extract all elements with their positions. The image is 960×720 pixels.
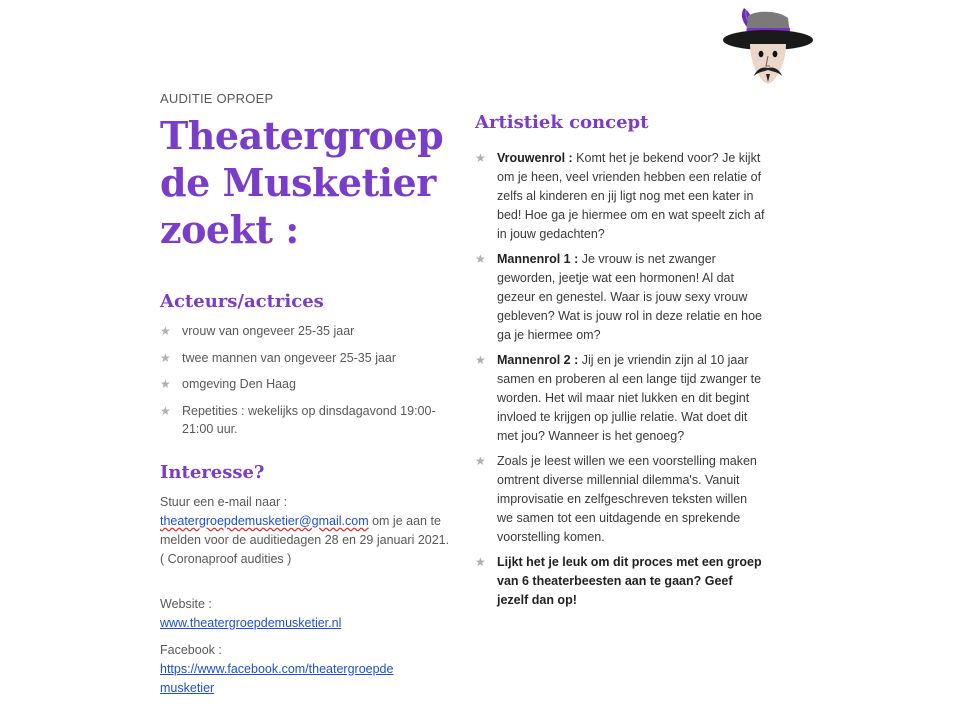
interest-text xyxy=(160,493,450,569)
role-text: Jij en je vriendin zijn al 10 jaar samen en proberen al een lange tijd zwanger te worden. Het wil maar niet lukken en dit begint invloed te krijgen op jullie relatie. Wat doet dit met jou? Wanneer is het genoeg? xyxy=(497,353,762,443)
concept-list xyxy=(475,149,765,610)
star-icon: ★ xyxy=(160,350,171,365)
list-item: ★ omgeving Den Haag xyxy=(160,377,296,391)
title-line: zoekt : xyxy=(160,207,299,252)
actors-list xyxy=(160,322,450,438)
website-block xyxy=(160,595,450,633)
website-link[interactable]: www.theatergroepdemusketier.nl xyxy=(160,615,342,630)
star-icon: ★ xyxy=(475,252,486,266)
interest-heading: Interesse? xyxy=(160,461,265,483)
role-text: Komt het je bekend voor? Je kijkt om je heen, veel vrienden hebben een relatie of zelfs al kinderen en jij ligt nog met een kater in bed! Hoe ga je hiermee om en wat speelt zich af in jouw gedachten? xyxy=(497,151,765,241)
list-item: ★ Repetities : wekelijks op dinsdagavond 19:00-21:00 uur. xyxy=(160,403,436,436)
right-column xyxy=(475,112,765,616)
facebook-block xyxy=(160,641,450,698)
star-icon: ★ xyxy=(475,555,486,569)
star-icon: ★ xyxy=(475,353,486,367)
star-icon: ★ xyxy=(475,151,486,165)
role-label: Mannenrol 1 : xyxy=(497,252,579,266)
title-line: de Musketier xyxy=(160,160,436,205)
star-icon: ★ xyxy=(475,454,486,468)
closing-call: Lijkt het je leuk om dit proces met een groep van 6 theaterbeesten aan te gaan? Geef jezelf dan op! xyxy=(497,555,762,607)
musketeer-logo xyxy=(718,6,818,88)
facebook-label: Facebook : xyxy=(160,642,222,657)
actors-heading: Acteurs/actrices xyxy=(160,291,324,312)
email-link[interactable]: theatergroepdemusketier@gmail.com xyxy=(160,513,369,528)
role-label: Mannenrol 2 : xyxy=(497,353,579,367)
list-item xyxy=(475,250,765,345)
website-label: Website : xyxy=(160,596,212,611)
left-column xyxy=(160,90,450,698)
list-item xyxy=(475,553,765,610)
list-item xyxy=(475,351,765,446)
star-icon: ★ xyxy=(160,403,171,418)
list-item xyxy=(475,452,765,547)
list-item: ★ vrouw van ongeveer 25-35 jaar xyxy=(160,324,355,338)
star-icon: ★ xyxy=(160,377,171,391)
concept-description: Zoals je leest willen we een voorstelling maken omtrent diverse millennial dilemma's. Vanuit improvisatie en zelfgeschreven teksten willen we samen tot een uitdagende en sprekende voorstelling komen. xyxy=(497,454,757,544)
concept-heading: Artistiek concept xyxy=(475,112,649,133)
list-item: ★ twee mannen van ongeveer 25-35 jaar xyxy=(160,350,397,365)
title-line: Theatergroep xyxy=(160,113,444,158)
kicker: AUDITIE OPROEP xyxy=(160,91,274,106)
role-label: Vrouwenrol : xyxy=(497,151,573,165)
interest-intro: Stuur een e-mail naar : xyxy=(160,494,288,509)
interest-details: om je aan te melden voor de auditiedagen 28 en 29 januari 2021. ( Coronaproof audities ) xyxy=(160,513,450,566)
role-text: Je vrouw is net zwanger geworden, jeetje wat een hormonen! Al dat gezeur en genestel. Waar is jouw sexy vrouw gebleven? Wat is jouw rol in deze relatie en hoe ga je hiermee om? xyxy=(497,252,762,342)
facebook-link[interactable]: https://www.facebook.com/theatergroepde musketier xyxy=(160,661,394,695)
list-item xyxy=(475,149,765,244)
page-title xyxy=(160,112,450,253)
star-icon: ★ xyxy=(160,324,171,338)
